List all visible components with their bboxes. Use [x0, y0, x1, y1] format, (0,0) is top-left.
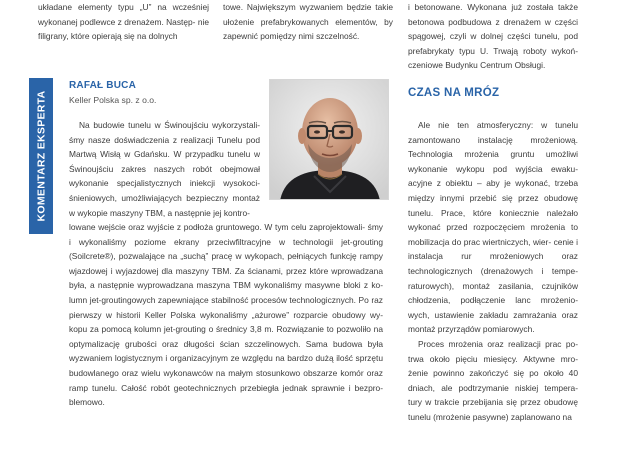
expert-photo [269, 79, 389, 200]
section-paragraph-1: Ale nie ten atmosferyczny: w tunelu zamontowano instalację mrożeniową. Technologia mrożenia gruntu umożliwi wykonanie wykopu pod wyjścia ewaku- acyjne z obiektu – aby je wykonać, trzeba między innymi przebić się przez obudowę tunelu. Prace, które koniecznie należało wykonać przed rozpoczęciem mrożenia to mobilizacja do prac wiertniczych, wier- cenie i instalacja rur mrożeniowych oraz technologicznych (drenażowych i tempe- raturowych), montaż zasilania, czujników chłodzenia, podłączenie lanc mrożenio- wych, ustawienie zakładu zamrażania oraz montaż przyrządów pomiarowych. [408, 120, 578, 335]
section-paragraph-2: Proces mrożenia oraz realizacji prac po- trwa około pięciu miesięcy. Aktywne mro- żenie powinno zakończyć się po około 40 dniach, ale podtrzymanie niskiej tempera- tury w trakcie przebijania się przez obudowę tunelu (mrożenie pasywne) zaplanowano na [408, 339, 578, 422]
portrait-image [270, 80, 389, 200]
expert-comment-intro: Na budowie tunelu w Świnoujściu wykorzystali- śmy nasze doświadczenia z realizacji Tunelu pod Martwą Wisłą w Gdańsku. W przypadku tunelu w Świnoujściu zakres naszych robót obejmował wykonanie specjalistycznych iniekcji wysokoci- śnieniowych, umożliwiających bezpieczny montaż w wykopie maszyny TBM, a następnie jej kontro- [69, 120, 260, 218]
top-column-middle: towe. Największym wyzwaniem będzie takie ułożenie prefabrykowanych elementów, by zapewnić pomiędzy nimi szczelność. [223, 2, 393, 42]
expert-comment-body: lowane wejście oraz wyjście z podłoża gruntowego. W tym celu zaprojektowali- śmy i wykonaliśmy poziome ekrany przeciwfiltracyjne w technologii jet-grouting (Soilcrete®), pozwalające na „suchą” pracę w wykopach, pełniących funkcję rampy wjazdowej i wyjazdowej dla maszyny TBM. Za ścianami, przez które wprowadzana była, a następnie wyprowadzana maszyna TBM wykonaliśmy masywne bloki z ko- lumn jet-groutingowych zapewniające stabilność procesów technologicznych. Po raz pierwszy w historii Keller Polska wykonaliśmy „ażurowe” rozparcie obudowy wy- kopu za pomocą kolumn jet-grouting o średnicy 3,8 m. Rozwiązanie to pozwoliło na optymalizację grubości oraz długości ścian szczelinowych. Sama budowa była wyzwaniem logistycznym i organizacyjnym ze względu na bardzo dużą ilość sprzętu budowlanego oraz wielu wykonawców na małym stosunkowo obszarze komór oraz ramp tunelu. Całość robót geotechnicznych przebiegła jednak sprawnie i bezpro- blemowo. [69, 222, 383, 408]
section-heading: CZAS NA MRÓZ [408, 87, 500, 99]
top-column-right: i betonowane. Wykonana już została także betonowa podbudowa z drenażem w części spągowej, czyli w dolnej części tunelu, pod prefabrykaty typu U. Trwają roboty wykoń- czeniowe Budynku Centrum Obsługi. [408, 2, 578, 71]
expert-name: RAFAŁ BUCA [69, 80, 136, 91]
expert-company: Keller Polska sp. z o.o. [69, 95, 157, 105]
top-column-left: układane elementy typu „U” na wcześniej wykonanej podlewce z drenażem. Następ- nie filigrany, które opierają się na dolnych [38, 2, 209, 42]
expert-comment-sidebar [29, 78, 53, 234]
sidebar-label: KOMENTARZ EKSPERTA [35, 90, 48, 222]
